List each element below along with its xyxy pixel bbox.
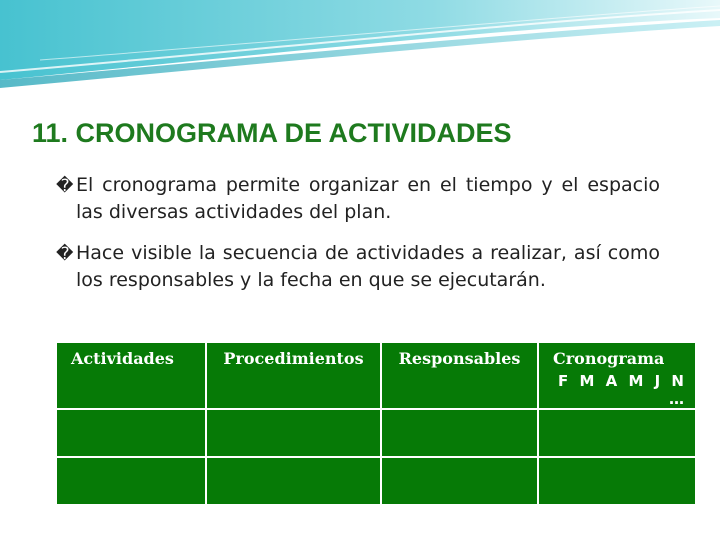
bullet-marker-icon: � — [56, 244, 74, 264]
cronograma-months: F M A M J N … — [558, 372, 687, 408]
header-responsables: Responsables — [381, 342, 538, 409]
table-cell — [56, 457, 206, 505]
table-cell — [381, 409, 538, 457]
table-cell — [381, 457, 538, 505]
table-cell — [206, 409, 381, 457]
header-actividades: Actividades — [56, 342, 206, 409]
header-cronograma — [538, 342, 696, 409]
slide-title: 11. CRONOGRAMA DE ACTIVIDADES — [32, 118, 512, 148]
bullet-text: Hace visible la secuencia de actividades a realizar, así como los responsables y la fecha en que se ejecutarán. — [76, 242, 660, 291]
bullet-item — [56, 172, 660, 226]
bullet-text: El cronograma permite organizar en el tiempo y el espacio las diversas actividades del plan. — [76, 174, 660, 223]
bullet-marker-icon: � — [56, 176, 74, 196]
table-header-row — [56, 342, 696, 409]
header-procedimientos: Procedimientos — [206, 342, 381, 409]
decorative-header-swoosh — [0, 0, 720, 90]
table-cell — [206, 457, 381, 505]
bullet-list — [56, 172, 660, 308]
table-cell — [538, 409, 696, 457]
bullet-item — [56, 240, 660, 294]
table-row — [56, 457, 696, 505]
table-cell — [538, 457, 696, 505]
activities-table — [55, 341, 697, 506]
table-row — [56, 409, 696, 457]
table-cell — [56, 409, 206, 457]
header-cronograma-label: Cronograma — [553, 349, 665, 368]
